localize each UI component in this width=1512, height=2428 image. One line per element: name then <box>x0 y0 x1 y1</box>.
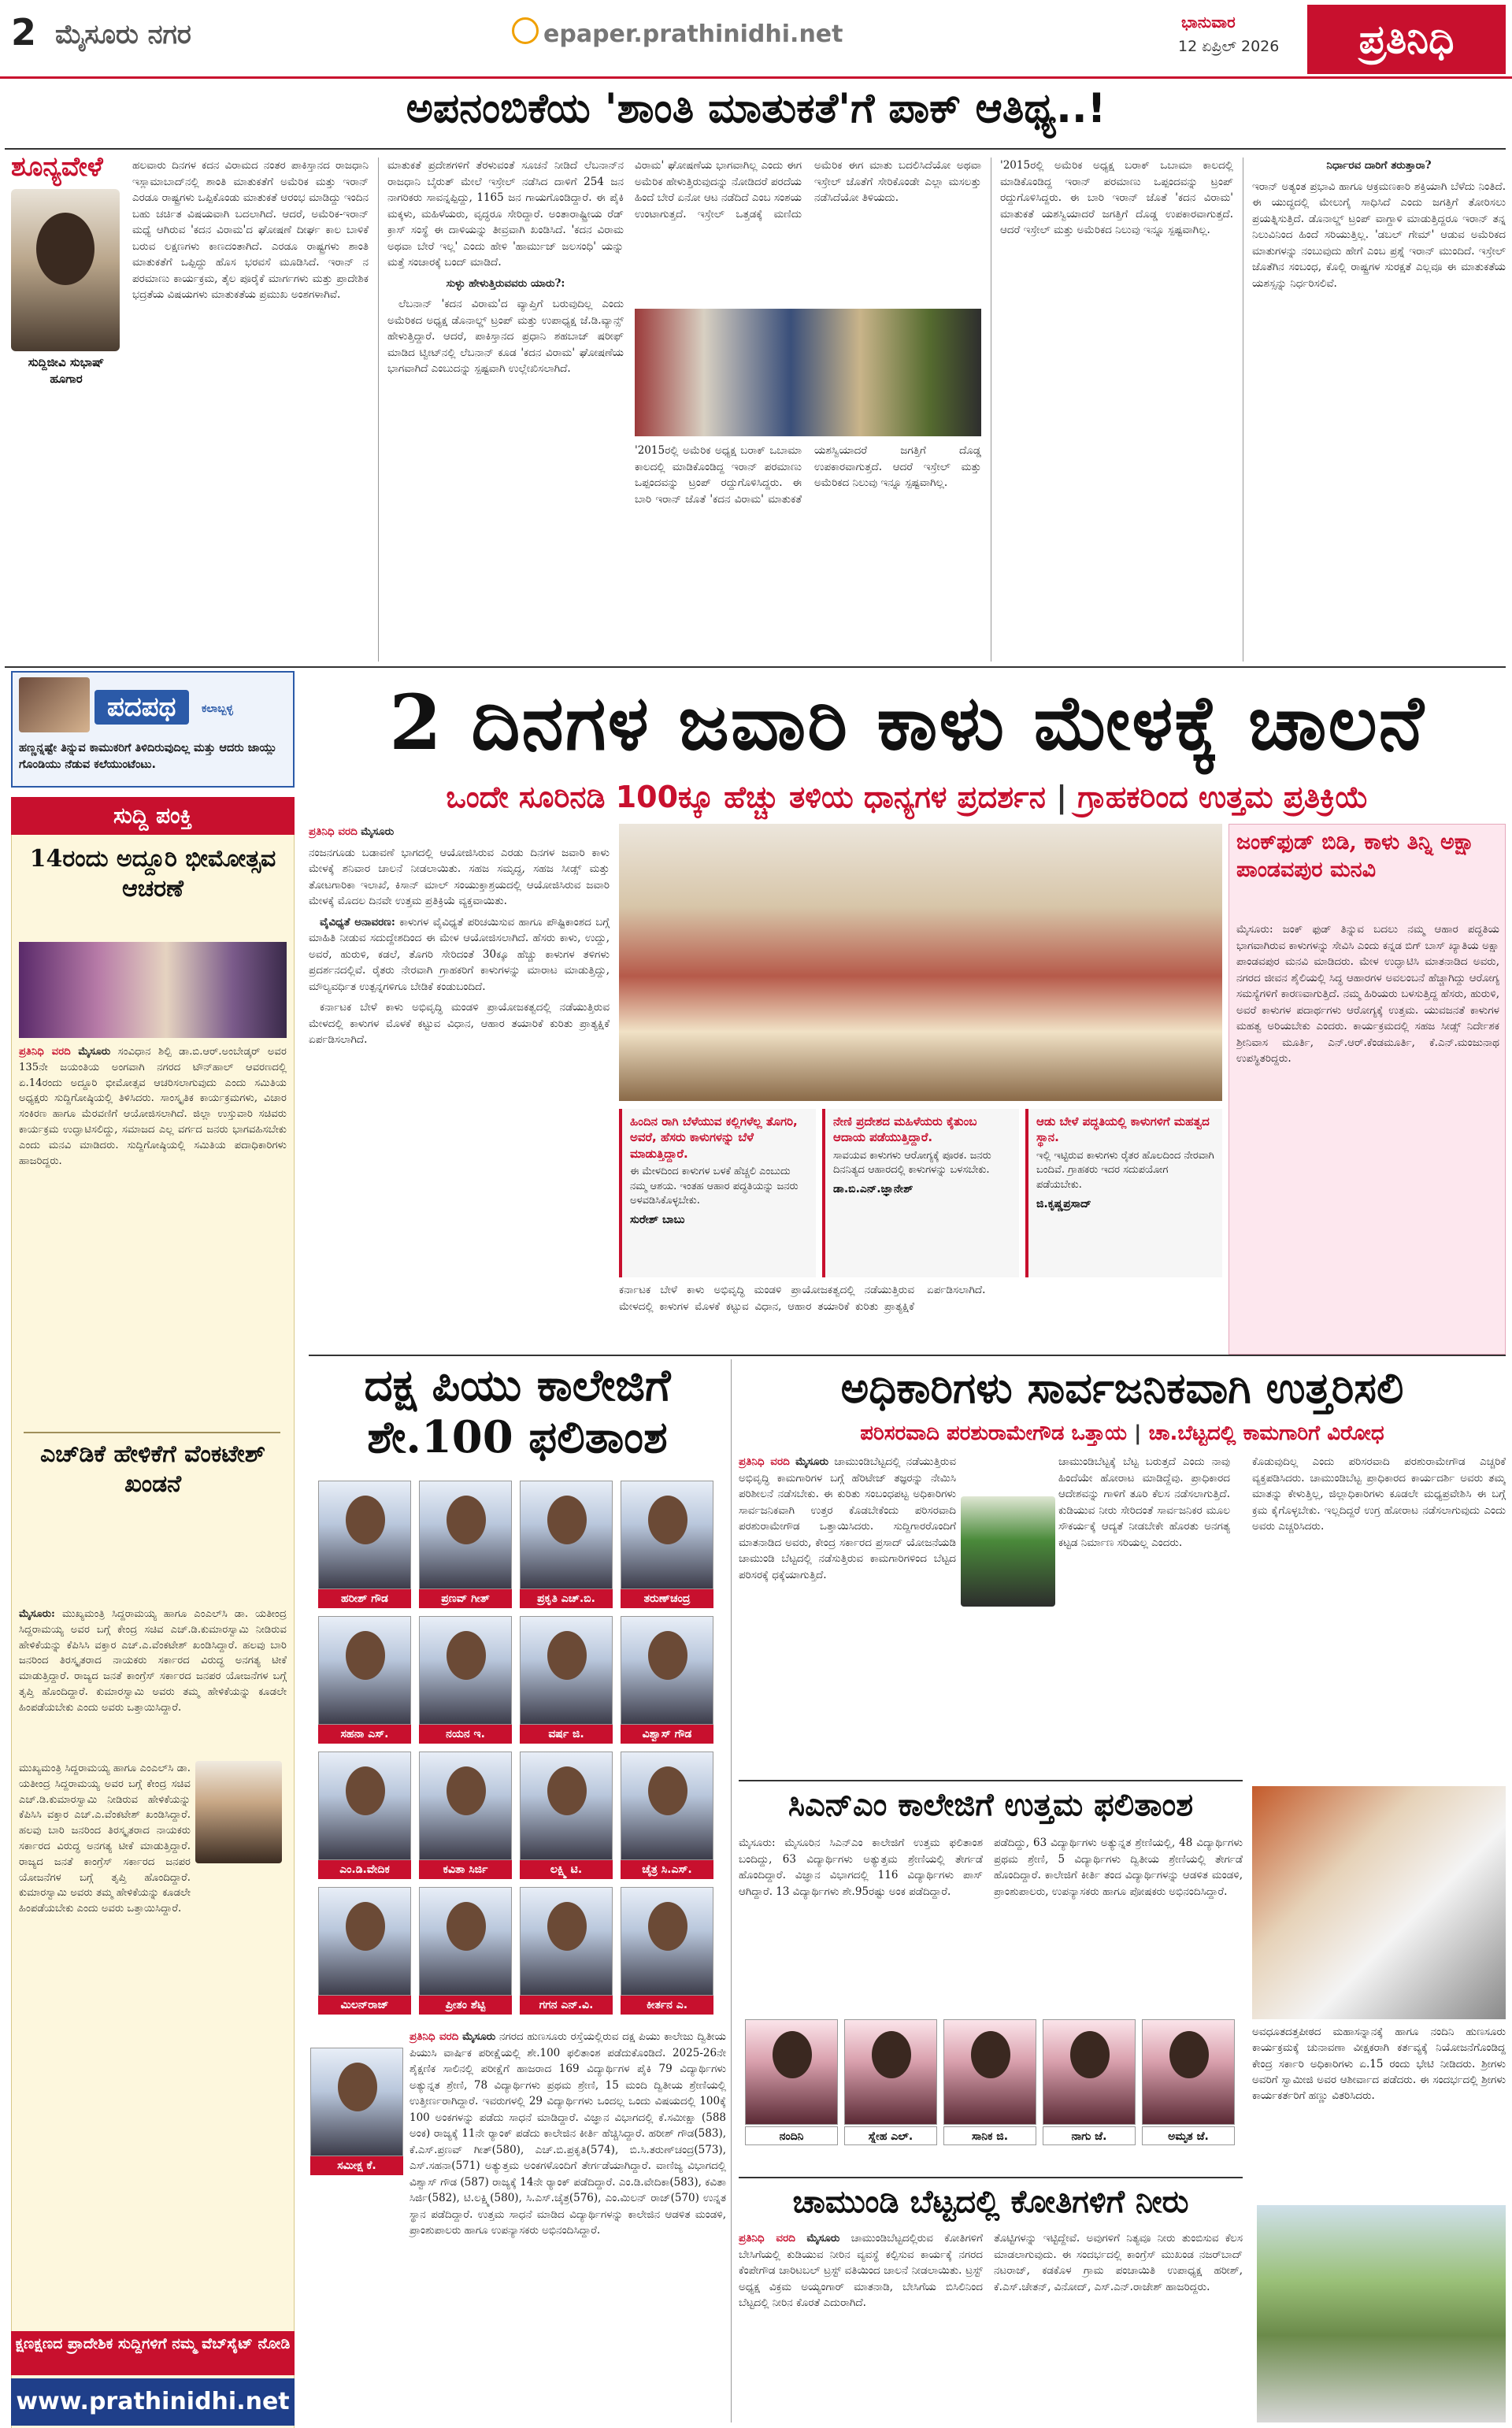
top-story-col-4 <box>1000 158 1233 662</box>
lead-story-body-cont <box>619 1282 1222 1348</box>
epaper-url-link[interactable]: epaper.prathinidhi.net <box>543 20 843 48</box>
paragraph: ಮುಖ್ಯಮಂತ್ರಿ ಸಿದ್ದರಾಮಯ್ಯ ಹಾಗೂ ಎಂಎಲ್‌ಸಿ ಡಾ. ಯತೀಂದ್ರ ಸಿದ್ದರಾಮಯ್ಯ ಅವರ ಬಗ್ಗೆ ಕೇಂದ್ರ ಸಚಿವ ಎಚ್.ಡಿ.ಕುಮಾರಸ್ವಾಮಿ ನೀಡಿರುವ ಹೇಳಿಕೆಯನ್ನು ಕೆಪಿಸಿಸಿ ವಕ್ತಾರ ಎಚ್.ಎ.ವೆಂಕಟೇಶ್ ಖಂಡಿಸಿದ್ದಾರೆ. ಹಲವು ಬಾರಿ ಜನರಿಂದ ತಿರಸ್ಕೃತರಾದ ನಾಯಕರು ಸರ್ಕಾರದ ವಿರುದ್ಧ ಅನಗತ್ಯ ಟೀಕೆ ಮಾಡುತ್ತಿದ್ದಾರೆ. ರಾಜ್ಯದ ಜನತೆ ಕಾಂಗ್ರೆಸ್ ಸರ್ಕಾರದ ಜನಪರ ಯೋಜನೆಗಳ ಬಗ್ಗೆ ತೃಪ್ತಿ ಹೊಂದಿದ್ದಾರೆ. ಕುಮಾರಸ್ವಾಮಿ ಅವರು ತಮ್ಮ ಹೇಳಿಕೆಯನ್ನು ಕೂಡಲೇ ಹಿಂಪಡೆಯಬೇಕು ಎಂದು ಅವರು ಒತ್ತಾಯಿಸಿದ್ದಾರೆ. <box>19 1763 191 1915</box>
divider <box>24 1432 280 1433</box>
student-name: ಚೈತ್ರ ಸಿ.ಎಸ್. <box>621 1860 713 1879</box>
byline: ಪ್ರತಿನಿಧಿ ವರದಿ <box>410 2030 459 2043</box>
cnm-col-2 <box>994 1835 1243 2018</box>
student-name: ಗಗನ ಎನ್.ವಿ. <box>520 1996 613 2015</box>
divider <box>309 1355 1506 1356</box>
student-photo <box>419 1887 512 1996</box>
story-photo <box>635 309 981 436</box>
padapatha-author-photo <box>19 677 90 732</box>
sidebar-story-2-headline: ಎಚ್‌ಡಿಕೆ ಹೇಳಿಕೆಗೆ ವೆಂಕಟೇಶ್ ಖಂಡನೆ <box>40 1440 265 1498</box>
lead-story-deck <box>309 775 1506 819</box>
monkey-col-2 <box>994 2230 1243 2422</box>
student-photo <box>621 1481 713 1589</box>
student-name: ಕೀರ್ತನ ಎ. <box>621 1996 713 2015</box>
student-name: ವರ್ಷ ಜಿ. <box>520 1725 613 1744</box>
paragraph: ಪಡೆದಿದ್ದು, 63 ವಿದ್ಯಾರ್ಥಿಗಳು ಅತ್ಯುನ್ನತ ಶ್ರೇಣಿಯಲ್ಲಿ, 48 ವಿದ್ಯಾರ್ಥಿಗಳು ಪ್ರಥಮ ಶ್ರೇಣಿ, 5 ವಿದ್ಯಾರ್ಥಿಗಳು ದ್ವಿತೀಯ ಶ್ರೇಣಿಯಲ್ಲಿ ತೇರ್ಗಡೆ ಹೊಂದಿದ್ದಾರೆ. ಕಾಲೇಜಿಗೆ ಕೀರ್ತಿ ತಂದ ವಿದ್ಯಾರ್ಥಿಗಳನ್ನು ಆಡಳಿತ ಮಂಡಳಿ, ಪ್ರಾಂಶುಪಾಲರು, ಉಪನ್ಯಾಸಕರು ಹಾಗೂ ಪೋಷಕರು ಅಭಿನಂದಿಸಿದ್ದಾರೆ. <box>994 1837 1243 1898</box>
student-name: ಎಂ.ಡಿ.ವೇದಿಕ <box>318 1860 411 1879</box>
student-photo <box>520 1481 613 1589</box>
quote-source: ಜಿ.ಕೃಷ್ಣಪ್ರಸಾದ್ <box>1036 1198 1091 1211</box>
student-photo <box>621 1887 713 1996</box>
student-photo <box>844 2019 937 2125</box>
student-name: ಸಾನಿಕ ಜಿ. <box>943 2126 1036 2145</box>
quote-box <box>822 1109 1019 1277</box>
dateline: ಮೈಸೂರು <box>361 825 395 838</box>
paragraph: ಸಂವಿಧಾನ ಶಿಲ್ಪಿ ಡಾ.ಬಿ.ಆರ್.ಅಂಬೇಡ್ಕರ್ ಅವರ 135ನೇ ಜಯಂತಿಯ ಅಂಗವಾಗಿ ನಗರದ ಟೌನ್‌ಹಾಲ್ ಆವರಣದಲ್ಲಿ ಏ.14ರಂದು ಅದ್ದೂರಿ ಭೀಮೋತ್ಸವ ಆಚರಿಸಲಾಗುವುದು ಎಂದು ಸಮಿತಿಯ ಅಧ್ಯಕ್ಷರು ಸುದ್ದಿಗೋಷ್ಠಿಯಲ್ಲಿ ತಿಳಿಸಿದರು. ಸಾಂಸ್ಕೃತಿಕ ಕಾರ್ಯಕ್ರಮಗಳು, ವಿಚಾರ ಸಂಕಿರಣ ಹಾಗೂ ಮೆರವಣಿಗೆ ಆಯೋಜಿಸಲಾಗಿದೆ. ಜಿಲ್ಲಾ ಉಸ್ತುವಾರಿ ಸಚಿವರು ಕಾರ್ಯಕ್ರಮ ಉದ್ಘಾಟಿಸಲಿದ್ದು, ಸಮಾಜದ ಎಲ್ಲ ವರ್ಗದ ಜನರು ಭಾಗವಹಿಸಬೇಕು ಎಂದು ಮನವಿ ಮಾಡಿದರು. ಸುದ್ದಿಗೋಷ್ಠಿಯಲ್ಲಿ ಸಮಿತಿಯ ಪದಾಧಿಕಾರಿಗಳು ಹಾಜರಿದ್ದರು. <box>19 1046 287 1167</box>
monkey-col-1 <box>739 2230 983 2422</box>
deck-part: ಪರಿಸರವಾದಿ ಪರಶುರಾಮೇಗೌಡ ಒತ್ತಾಯ <box>860 1422 1127 1445</box>
student-photo <box>318 1481 411 1589</box>
quote-box <box>1025 1109 1222 1277</box>
paragraph: ಕರ್ನಾಟಕ ಬೇಳೆ ಕಾಳು ಅಭಿವೃದ್ಧಿ ಮಂಡಳಿ ಪ್ರಾಯೋಜಕತ್ವದಲ್ಲಿ ನಡೆಯುತ್ತಿರುವ ಮೇಳದಲ್ಲಿ ಕಾಳುಗಳ ಮೊಳಕೆ ಕಟ್ಟುವ ವಿಧಾನ, ಆಹಾರ ತಯಾರಿಕೆ ಕುರಿತು ಪ್ರಾತ್ಯಕ್ಷಿಕೆ ಏರ್ಪಡಿಸಲಾಗಿದೆ. <box>309 1001 610 1047</box>
officials-col-3 <box>1252 1454 1506 1769</box>
paragraph: ಲೆಬನಾನ್ 'ಕದನ ವಿರಾಮ'ದ ವ್ಯಾಪ್ತಿಗೆ ಬರುವುದಿಲ್ಲ ಎಂದು ಅಮೆರಿಕದ ಅಧ್ಯಕ್ಷ ಡೊನಾಲ್ಡ್ ಟ್ರಂಪ್ ಮತ್ತು ಉಪಾಧ್ಯಕ್ಷ ಜೆ.ಡಿ.ವ್ಯಾನ್ಸ್ ಹೇಳುತ್ತಿದ್ದಾರೆ. ಆದರೆ, ಪಾಕಿಸ್ತಾನದ ಪ್ರಧಾನಿ ಶಹಬಾಜ್ ಷರೀಫ್ ಮಾಡಿದ ಟ್ವೀಟ್‌ನಲ್ಲಿ ಲೆಬನಾನ್ ಕೂಡ 'ಕದನ ವಿರಾಮ' ಘೋಷಣೆಯ ಭಾಗವಾಗಿದೆ ಎಂಬುದನ್ನು ಸ್ಪಷ್ಟವಾಗಿ ಉಲ್ಲೇಖಿಸಲಾಗಿದೆ. <box>387 298 624 376</box>
paragraph: ಮಾತುಕತೆ ಪ್ರದೇಶಗಳಿಗೆ ತೆರಳುವಂತೆ ಸೂಚನೆ ನೀಡಿದೆ ಲೆಬನಾನ್‌ನ ರಾಜಧಾನಿ ಬೈರುತ್ ಮೇಲೆ ಇಸ್ರೇಲ್ ನಡೆಸಿದ ದಾಳಿಗೆ 254 ಜನ ನಾಗರಿಕರು ಸಾವನ್ನಪ್ಪಿದ್ದು, 1165 ಜನ ಗಾಯಗೊಂಡಿದ್ದಾರೆ. ಈ ಪೈಕಿ ಮಕ್ಕಳು, ಮಹಿಳೆಯರು, ವೃದ್ಧರೂ ಸೇರಿದ್ದಾರೆ. ಅಂತಾರಾಷ್ಟ್ರೀಯ ರೆಡ್ ಕ್ರಾಸ್ ಸಂಸ್ಥೆ ಈ ದಾಳಿಯನ್ನು ತೀವ್ರವಾಗಿ ಖಂಡಿಸಿದೆ. 'ಕದನ ವಿರಾಮ ಅಥವಾ ಬೇರೆ ಇಲ್ಲ' ಎಂದು ಹೇಳಿ 'ಹಾರ್ಮುಜ್ ಜಲಸಂಧಿ' ಯನ್ನು ಮತ್ತೆ ಸಂಚಾರಕ್ಕೆ ಬಂದ್ ಮಾಡಿದೆ. <box>387 159 624 269</box>
page-number: 2 <box>11 11 37 54</box>
student-photo <box>943 2019 1036 2125</box>
padapatha-author: ಕಲಾಬ್ಬಳ್ಳ <box>202 702 233 715</box>
student-name: ಸ್ನೇಹ ಎಲ್. <box>844 2126 937 2145</box>
junkfood-headline: ಜಂಕ್‌ಫುಡ್ ಬಿಡಿ, ಕಾಳು ತಿನ್ನಿ ಅಕ್ಷಾ ಪಾಂಡವಪುರ ಮನವಿ <box>1236 830 1475 883</box>
top-story-col-3b <box>635 443 981 662</box>
paragraph: ಚಾಮುಂಡಿಬೆಟ್ಟದಲ್ಲಿರುವ ಕೋತಿಗಳಿಗೆ ಬೇಸಿಗೆಯಲ್ಲಿ ಕುಡಿಯುವ ನೀರಿನ ವ್ಯವಸ್ಥೆ ಕಲ್ಪಿಸುವ ಕಾರ್ಯಕ್ಕೆ ನಗರದ ಕೆಂಪೇಗೌಡ ಚಾರಿಟಬಲ್ ಟ್ರಸ್ಟ್ ವತಿಯಿಂದ ಚಾಲನೆ ನೀಡಲಾಯಿತು. ಟ್ರಸ್ಟ್ ಅಧ್ಯಕ್ಷ ವಿಕ್ರಮ ಅಯ್ಯಂಗಾರ್ ಮಾತನಾಡಿ, ಬೇಸಿಗೆಯ ಬಿಸಿಲಿನಿಂದ ಬೆಟ್ಟದಲ್ಲಿ ನೀರಿನ ಕೊರತೆ ಎದುರಾಗಿದೆ. <box>739 2232 983 2310</box>
sidebar-story-1-headline: 14ರಂದು ಅದ್ದೂರಿ ಭೀಮೋತ್ಸವ ಆಚರಣೆ <box>29 845 276 903</box>
byline: ಪ್ರತಿನಿಧಿ ವರದಿ <box>309 825 358 838</box>
student-name: ನಾಗು ಜೆ. <box>1043 2126 1136 2145</box>
paragraph: ವಿರಾಮ' ಘೋಷಣೆಯ ಭಾಗವಾಗಿಲ್ಲ ಎಂದು ಈಗ ಅಮೆರಿಕ ಹೇಳುತ್ತಿರುವುದನ್ನು ನೋಡಿದರೆ ಪರದೆಯ ಹಿಂದೆ ಬೇರೆ ಏನೋ ಆಟ ನಡೆದಿದೆ ಎಂಬ ಸಂಶಯ ಉಂಟಾಗುತ್ತದೆ. ಇಸ್ರೇಲ್ ಒತ್ತಡಕ್ಕೆ ಮಣಿದು ಅಮೆರಿಕ ಈಗ ಮಾತು ಬದಲಿಸಿದೆಯೋ ಅಥವಾ ಇಸ್ರೇಲ್ ಜೊತೆಗೆ ಸೇರಿಕೊಂಡೇ ಎಲ್ಲಾ ಮಸಲತ್ತು ನಡೆಸಿದೆಯೋ ತಿಳಿಯದು. <box>635 159 981 221</box>
paragraph: ಮುಖ್ಯಮಂತ್ರಿ ಸಿದ್ದರಾಮಯ್ಯ ಹಾಗೂ ಎಂಎಲ್‌ಸಿ ಡಾ. ಯತೀಂದ್ರ ಸಿದ್ದರಾಮಯ್ಯ ಅವರ ಬಗ್ಗೆ ಕೇಂದ್ರ ಸಚಿವ ಎಚ್.ಡಿ.ಕುಮಾರಸ್ವಾಮಿ ನೀಡಿರುವ ಹೇಳಿಕೆಯನ್ನು ಕೆಪಿಸಿಸಿ ವಕ್ತಾರ ಎಚ್.ಎ.ವೆಂಕಟೇಶ್ ಖಂಡಿಸಿದ್ದಾರೆ. ಹಲವು ಬಾರಿ ಜನರಿಂದ ತಿರಸ್ಕೃತರಾದ ನಾಯಕರು ಸರ್ಕಾರದ ವಿರುದ್ಧ ಅನಗತ್ಯ ಟೀಕೆ ಮಾಡುತ್ತಿದ್ದಾರೆ. ರಾಜ್ಯದ ಜನತೆ ಕಾಂಗ್ರೆಸ್ ಸರ್ಕಾರದ ಜನಪರ ಯೋಜನೆಗಳ ಬಗ್ಗೆ ತೃಪ್ತಿ ಹೊಂದಿದ್ದಾರೆ. ಕುಮಾರಸ್ವಾಮಿ ಅವರು ತಮ್ಮ ಹೇಳಿಕೆಯನ್ನು ಕೂಡಲೇ ಹಿಂಪಡೆಯಬೇಕು ಎಂದು ಅವರು ಒತ್ತಾಯಿಸಿದ್ದಾರೆ. <box>19 1608 287 1714</box>
quote-text: ಈ ಮೇಳದಿಂದ ಕಾಳುಗಳ ಬಳಕೆ ಹೆಚ್ಚಲಿ ಎಂಬುದು ನಮ್ಮ ಆಶಯ. ಇಂತಹ ಆಹಾರ ಪದ್ಧತಿಯನ್ನು ಜನರು ಅಳವಡಿಸಿಕೊಳ್ಳಬೇಕು. <box>630 1165 799 1207</box>
dateline: ಮೈಸೂರು <box>462 2030 496 2043</box>
monkey-water-photo <box>1257 2205 1506 2422</box>
lead-story-body <box>309 824 610 1348</box>
student-name: ಪ್ರಕೃತಿ ಎಚ್.ಬಿ. <box>520 1589 613 1608</box>
student-name: ಮಿಲನ್‌ರಾಜ್ <box>318 1996 411 2015</box>
divider <box>731 1359 732 2422</box>
person-photo <box>195 1761 282 1863</box>
paragraph: ಕರ್ನಾಟಕ ಬೇಳೆ ಕಾಳು ಅಭಿವೃದ್ಧಿ ಮಂಡಳಿ ಪ್ರಾಯೋಜಕತ್ವದಲ್ಲಿ ನಡೆಯುತ್ತಿರುವ ಮೇಳದಲ್ಲಿ ಕಾಳುಗಳ ಮೊಳಕೆ ಕಟ್ಟುವ ವಿಧಾನ, ಆಹಾರ ತಯಾರಿಕೆ ಕುರಿತು ಪ್ರಾತ್ಯಕ್ಷಿಕೆ ಏರ್ಪಡಿಸಲಾಗಿದೆ. <box>619 1284 986 1313</box>
paragraph: ಚಾಮುಂಡಿಬೆಟ್ಟದಲ್ಲಿ ನಡೆಯುತ್ತಿರುವ ಅಭಿವೃದ್ಧಿ ಕಾಮಗಾರಿಗಳ ಬಗ್ಗೆ ಹೆರಿಟೇಜ್ ತಜ್ಞರನ್ನು ನೇಮಿಸಿ ಪರಿಶೀಲನೆ ನಡೆಸಬೇಕು. ಈ ಕುರಿತು ಸಂಬಂಧಪಟ್ಟ ಅಧಿಕಾರಿಗಳು ಸಾರ್ವಜನಿಕವಾಗಿ ಉತ್ತರ ಕೊಡಬೇಕೆಂದು ಪರಿಸರವಾದಿ ಪರಶುರಾಮೇಗೌಡ ಒತ್ತಾಯಿಸಿದರು. ಸುದ್ದಿಗಾರರೊಂದಿಗೆ ಮಾತನಾಡಿದ ಅವರು, ಕೇಂದ್ರ ಸರ್ಕಾರದ ಪ್ರಸಾದ್ ಯೋಜನೆಯಡಿ ಚಾಮುಂಡಿ ಬೆಟ್ಟದಲ್ಲಿ ನಡೆಸುತ್ತಿರುವ ಕಾಮಗಾರಿಗಳಿಂದ ಬೆಟ್ಟದ ಪರಿಸರಕ್ಕೆ ಧಕ್ಕೆಯಾಗುತ್ತಿದೆ. <box>739 1455 956 1581</box>
student-photo <box>621 1751 713 1860</box>
student-photo <box>520 1751 613 1860</box>
paragraph: ಕಾಳುಗಳ ವೈವಿಧ್ಯತೆ ಪರಿಚಯಿಸುವ ಹಾಗೂ ಪೌಷ್ಟಿಕಾಂಶದ ಬಗ್ಗೆ ಮಾಹಿತಿ ನೀಡುವ ಸದುದ್ದೇಶದಿಂದ ಈ ಮೇಳ ಆಯೋಜಿಸಲಾಗಿದೆ. ಹೆಸರು ಕಾಳು, ಉದ್ದು, ಅವರೆ, ಹುರುಳಿ, ಕಡಲೆ, ತೊಗರಿ ಸೇರಿದಂತೆ 30ಕ್ಕೂ ಹೆಚ್ಚು ಕಾಳುಗಳ ತಳಿಗಳು ಪ್ರದರ್ಶನದಲ್ಲಿವೆ. ರೈತರು ನೇರವಾಗಿ ಗ್ರಾಹಕರಿಗೆ ಕಾಳುಗಳನ್ನು ಮಾರಾಟ ಮಾಡುತ್ತಿದ್ದು, ಮೌಲ್ಯವರ್ಧಿತ ಉತ್ಪನ್ನಗಳಿಗೂ ಬೇಡಿಕೆ ಕಂಡುಬಂದಿದೆ. <box>309 915 610 993</box>
dateline: ಮೈಸೂರು <box>806 2232 840 2245</box>
deck-part: ಒಂದೇ ಸೂರಿನಡಿ 100ಕ್ಕೂ ಹೆಚ್ಚು ತಳಿಯ ಧಾನ್ಯಗಳ ಪ್ರದರ್ಶನ <box>446 780 1046 814</box>
dateline: ಮೈಸೂರು <box>78 1046 111 1058</box>
quote-text: ಸಾವಯವ ಕಾಳುಗಳು ಆರೋಗ್ಯಕ್ಕೆ ಪೂರಕ. ಜನರು ದಿನನಿತ್ಯದ ಆಹಾರದಲ್ಲಿ ಕಾಳುಗಳನ್ನು ಬಳಸಬೇಕು. <box>833 1149 991 1177</box>
sidebar-story-2-body <box>19 1607 287 1753</box>
cnm-col-1 <box>739 1835 983 2018</box>
student-name: ವಿಶ್ವಾಸ್ ಗೌಡ <box>621 1725 713 1744</box>
column-name: ಶೂನ್ಯವೇಳೆ <box>11 151 103 183</box>
byline: ಪ್ರತಿನಿಧಿ ವರದಿ <box>19 1046 71 1058</box>
student-photo <box>520 1616 613 1725</box>
student-name: ಕವಿತಾ ಸಿರ್ಜಿ <box>419 1860 512 1879</box>
student-photo <box>318 1887 411 1996</box>
student-name: ನಂದಿನಿ <box>745 2126 838 2145</box>
paragraph: '2015ರಲ್ಲಿ ಅಮೆರಿಕ ಅಧ್ಯಕ್ಷ ಬರಾಕ್ ಒಬಾಮಾ ಕಾಲದಲ್ಲಿ ಮಾಡಿಕೊಂಡಿದ್ದ ಇರಾನ್ ಪರಮಾಣು ಒಪ್ಪಂದವನ್ನು ಟ್ರಂಪ್ ರದ್ದುಗೊಳಿಸಿದ್ದರು. ಈ ಬಾರಿ ಇರಾನ್ ಜೊತೆ 'ಕದನ ವಿರಾಮ' ಮಾತುಕತೆ ಯಶಸ್ವಿಯಾದರೆ ಜಗತ್ತಿಗೆ ದೊಡ್ಡ ಉಪಕಾರವಾಗುತ್ತದೆ. ಆದರೆ ಇಸ್ರೇಲ್ ಮತ್ತು ಅಮೆರಿಕದ ನಿಲುವು ಇನ್ನೂ ಸ್ಪಷ್ಟವಾಗಿಲ್ಲ. <box>1000 159 1233 237</box>
officials-deck <box>739 1419 1506 1448</box>
ashram-photo <box>1252 1786 1506 2019</box>
divider <box>5 666 1506 668</box>
quote-headline: ನೇಣಿ ಪ್ರದೇಶದ ಮಹಿಳೆಯರು ಕೈತುಂಬ ಆದಾಯ ಪಡೆಯುತ್ತಿದ್ದಾರೆ. <box>833 1114 977 1145</box>
student-name: ಅಮೃತ ಜೆ. <box>1142 2126 1235 2145</box>
ashram-caption: ಅವಧೂತದತ್ತಪೀಠದ ಮಹಾಸನ್ನಾನಕ್ಕೆ ಹಾಗೂ ನಂದಿನಿ ಹುಣಸೂರು ಕಾರ್ಯಕ್ರಮಕ್ಕೆ ಚುನಾವಣಾ ವೀಕ್ಷಕರಾಗಿ ಕರ್ತವ್ಯಕ್ಕೆ ನಿಯೋಜನೆಗೊಂಡಿದ್ದ ಕೇಂದ್ರ ಸರ್ಕಾರಿ ಅಧಿಕಾರಿಗಳು ಏ.15 ರಂದು ಭೇಟಿ ನೀಡಿದರು. ಶ್ರೀಗಳು ಅವರಿಗೆ ಸ್ವಾಮೀಜಿ ಅವರ ಆಶೀರ್ವಾದ ಪಡೆದರು. ಈ ಸಂದರ್ಭದಲ್ಲಿ ಶ್ರೀಗಳು ಕಾರ್ಯಕರ್ತರಿಗೆ ಹಣ್ಣು ವಿತರಿಸಿದರು. <box>1252 2026 1506 2102</box>
paragraph: ನಗರದ ಹುಣಸೂರು ರಸ್ತೆಯಲ್ಲಿರುವ ದಕ್ಷ ಪಿಯು ಕಾಲೇಜು ದ್ವಿತೀಯ ಪಿಯುಸಿ ವಾರ್ಷಿಕ ಪರೀಕ್ಷೆಯಲ್ಲಿ ಶೇ.100 ಫಲಿತಾಂಶ ಪಡೆದುಕೊಂಡಿದೆ. 2025-26ನೇ ಶೈಕ್ಷಣಿಕ ಸಾಲಿನಲ್ಲಿ ಪರೀಕ್ಷೆಗೆ ಹಾಜರಾದ 169 ವಿದ್ಯಾರ್ಥಿಗಳ ಪೈಕಿ 79 ವಿದ್ಯಾರ್ಥಿಗಳು ಅತ್ಯುನ್ನತ ಶ್ರೇಣಿ, 78 ವಿದ್ಯಾರ್ಥಿಗಳು ಪ್ರಥಮ ಶ್ರೇಣಿ, 15 ಮಂದಿ ದ್ವಿತೀಯ ಶ್ರೇಣಿಯಲ್ಲಿ ಉತ್ತೀರ್ಣರಾಗಿದ್ದಾರೆ. ಇವರುಗಳಲ್ಲಿ 29 ವಿದ್ಯಾರ್ಥಿಗಳು ಒಂದಲ್ಲ ಒಂದು ವಿಷಯದಲ್ಲಿ 100ಕ್ಕೆ 100 ಅಂಕಗಳನ್ನು ಪಡೆದು ಸಾಧನೆ ಮಾಡಿದ್ದಾರೆ. ವಿಜ್ಞಾನ ವಿಭಾಗದಲ್ಲಿ ಕೆ.ಸಮೀಕ್ಷಾ (588 ಅಂಕ) ರಾಜ್ಯಕ್ಕೆ 11ನೇ ರ್‍ಯಾಂಕ್ ಪಡೆದು ಕಾಲೇಜಿನ ಕೀರ್ತಿ ಹೆಚ್ಚಿಸಿದ್ದಾರೆ. ಹರೀಶ್ ಗೌಡ(583), ಕೆ.ಎಸ್.ಪ್ರಣವ್ ಗೀತ್(580), ಎಚ್.ಬಿ.ಪ್ರಕೃತಿ(574), ಬಿ.ಸಿ.ತರುಣ್‌ಚಂದ್ರ(573), ಎಸ್.ಸಹನಾ(571) ಅತ್ಯುತ್ತಮ ಅಂಕಗಳೊಂದಿಗೆ ತೇರ್ಗಡೆಯಾಗಿದ್ದಾರೆ. ವಾಣಿಜ್ಯ ವಿಭಾಗದಲ್ಲಿ ವಿಶ್ವಾಸ್ ಗೌಡ (587) ರಾಜ್ಯಕ್ಕೆ 14ನೇ ರ್‍ಯಾಂಕ್ ಪಡೆದಿದ್ದಾರೆ. ಎಂ.ಡಿ.ವೇದಿಕಾ(583), ಕವಿತಾ ಸಿರ್ಜಿ(582), ಟಿ.ಲಕ್ಷ್ಮಿ(580), ಸಿ.ಎಸ್.ಚೈತ್ರ(576), ಎಂ.ಮಿಲನ್ ರಾಜ್(570) ಉನ್ನತ ಸ್ಥಾನ ಪಡೆದಿದ್ದಾರೆ. ಉತ್ತಮ ಸಾಧನೆ ಮಾಡಿದ ವಿದ್ಯಾರ್ಥಿಗಳನ್ನು ಕಾಲೇಜಿನ ಆಡಳಿತ ಮಂಡಳಿ, ಪ್ರಾಂಶುಪಾಲರು ಹಾಗೂ ಉಪನ್ಯಾಸಕರು ಅಭಿನಂದಿಸಿದ್ದಾರೆ. <box>410 2030 726 2237</box>
student-photo <box>1043 2019 1136 2125</box>
subheading: ವೈವಿಧ್ಯತೆ ಅನಾವರಣ: <box>320 915 395 929</box>
quote-source: ಸುರೇಶ್ ಬಾಬು <box>630 1214 685 1227</box>
sidebar-title: ಸುದ್ದಿ ಪಂಕ್ತಿ <box>11 797 295 835</box>
student-name: ತರುಣ್‌ಚಂದ್ರ <box>621 1589 713 1608</box>
officials-headline: ಅಧಿಕಾರಿಗಳು ಸಾರ್ವಜನಿಕವಾಗಿ ಉತ್ತರಿಸಲಿ <box>840 1362 1404 1413</box>
brand-logo[interactable]: ಪ್ರತಿನಿಧಿ <box>1307 5 1506 74</box>
student-photo <box>1142 2019 1235 2125</box>
paragraph: ಇರಾನ್ ಅತ್ಯಂತ ಪ್ರಭಾವಿ ಹಾಗೂ ಆಕ್ರಮಣಕಾರಿ ಶಕ್ತಿಯಾಗಿ ಬೆಳೆದು ನಿಂತಿದೆ. ಈ ಯುದ್ಧದಲ್ಲಿ ಮೇಲುಗೈ ಸಾಧಿಸಿದೆ ಎಂದು ಜಗತ್ತಿಗೆ ತೋರಿಸಲು ಪ್ರಯತ್ನಿಸುತ್ತಿದೆ. ಡೊನಾಲ್ಡ್ ಟ್ರಂಪ್ ವಾಗ್ದಾಳಿ ಮಾಡುತ್ತಿದ್ದರೂ ಇರಾನ್ ತನ್ನ ನಿಲುವಿನಿಂದ ಹಿಂದೆ ಸರಿಯುತ್ತಿಲ್ಲ. 'ಡಬಲ್ ಗೇಮ್' ಆಡುವ ಅಮೆರಿಕದ ಮಾತುಗಳನ್ನು ನಂಬುವುದು ಹೇಗೆ ಎಂಬ ಪ್ರಶ್ನೆ ಇರಾನ್ ಮುಂದಿದೆ. ಇಸ್ರೇಲ್ ಜೊತೆಗಿನ ಸಂಬಂಧ, ಕೊಲ್ಲಿ ರಾಷ್ಟ್ರಗಳ ಸುರಕ್ಷತೆ ಎಲ್ಲವೂ ಈ ಮಾತುಕತೆಯ ಯಶಸ್ಸನ್ನು ನಿರ್ಧರಿಸಲಿವೆ. <box>1252 180 1506 290</box>
top-story-col-3 <box>635 158 981 304</box>
deck-separator: | <box>1134 1422 1142 1445</box>
paragraph: ಚಾಮುಂಡಿಬೆಟ್ಟಕ್ಕೆ ಬೆಟ್ಟ ಬರುತ್ತದೆ ಎಂದು ನಾವು ಹಿಂದೆಯೇ ಹೋರಾಟ ಮಾಡಿದ್ದೆವು. ಪ್ರಾಧಿಕಾರದ ಆದೇಶವನ್ನು ಗಾಳಿಗೆ ತೂರಿ ಕೆಲಸ ನಡೆಸಲಾಗುತ್ತಿದೆ. ಕುಡಿಯುವ ನೀರು ಸೇರಿದಂತೆ ಸಾರ್ವಜನಿಕರ ಮೂಲ ಸೌಕರ್ಯಕ್ಕೆ ಆದ್ಯತೆ ನೀಡಬೇಕೇ ಹೊರತು ಅನಗತ್ಯ ಕಟ್ಟಡ ನಿರ್ಮಾಣ ಸರಿಯಲ್ಲ ಎಂದರು. <box>1058 1455 1230 1549</box>
student-name: ಸಮೀಕ್ಷ ಕೆ. <box>310 2156 403 2175</box>
issue-day: ಭಾನುವಾರ <box>1181 13 1236 32</box>
daksha-headline: ದಕ್ಷ ಪಿಯು ಕಾಲೇಜಿಗೆ ಶೇ.100 ಫಲಿತಾಂಶ <box>364 1359 671 1463</box>
deck-separator: | <box>1056 780 1067 814</box>
top-story-col-2 <box>387 158 624 662</box>
student-photo <box>621 1616 713 1725</box>
paragraph: '2015ರಲ್ಲಿ ಅಮೆರಿಕ ಅಧ್ಯಕ್ಷ ಬರಾಕ್ ಒಬಾಮಾ ಕಾಲದಲ್ಲಿ ಮಾಡಿಕೊಂಡಿದ್ದ ಇರಾನ್ ಪರಮಾಣು ಒಪ್ಪಂದವನ್ನು ಟ್ರಂಪ್ ರದ್ದುಗೊಳಿಸಿದ್ದರು. ಈ ಬಾರಿ ಇರಾನ್ ಜೊತೆ 'ಕದನ ವಿರಾಮ' ಮಾತುಕತೆ ಯಶಸ್ವಿಯಾದರೆ ಜಗತ್ತಿಗೆ ದೊಡ್ಡ ಉಪಕಾರವಾಗುತ್ತದೆ. ಆದರೆ ಇಸ್ರೇಲ್ ಮತ್ತು ಅಮೆರಿಕದ ನಿಲುವು ಇನ್ನೂ ಸ್ಪಷ್ಟವಾಗಿಲ್ಲ. <box>635 444 981 506</box>
author-photo <box>11 189 120 351</box>
student-photo <box>419 1616 512 1725</box>
divider <box>5 148 1506 150</box>
padapatha-title: ಪದಪಥ <box>94 690 189 725</box>
student-name: ನಯನ ಇ. <box>419 1725 512 1744</box>
top-story-headline: ಅಪನಂಬಿಕೆಯ 'ಶಾಂತಿ ಮಾತುಕತೆ'ಗೆ ಪಾಕ್ ಆತಿಥ್ಯ..! <box>406 85 1106 132</box>
student-name: ಪ್ರೀತಂ ಶೆಟ್ಟಿ <box>419 1996 512 2015</box>
paragraph: ಮೈಸೂರು: ಮೈಸೂರಿನ ಸಿಎನ್‌ಎಂ ಕಾಲೇಜಿಗೆ ಉತ್ತಮ ಫಲಿತಾಂಶ ಬಂದಿದ್ದು, 63 ವಿದ್ಯಾರ್ಥಿಗಳು ಅತ್ಯುತ್ತಮ ಶ್ರೇಣಿಯಲ್ಲಿ ತೇರ್ಗಡೆ ಹೊಂದಿದ್ದಾರೆ. ವಿಜ್ಞಾನ ವಿಭಾಗದಲ್ಲಿ 116 ವಿದ್ಯಾರ್ಥಿಗಳು ಪಾಸ್ ಆಗಿದ್ದಾರೆ. 13 ವಿದ್ಯಾರ್ಥಿಗಳು ಶೇ.95ರಷ್ಟು ಅಂಕ ಪಡೆದಿದ್ದಾರೆ. <box>739 1837 983 1898</box>
top-story-col-1 <box>132 158 369 662</box>
deck-part: ಗ್ರಾಹಕರಿಂದ ಉತ್ತಮ ಪ್ರತಿಕ್ರಿಯೆ <box>1077 780 1369 814</box>
top-story-col-5 <box>1252 158 1506 662</box>
paragraph: ತೊಟ್ಟಿಗಳನ್ನು ಇಟ್ಟಿದ್ದೇವೆ. ಅವುಗಳಿಗೆ ನಿತ್ಯವೂ ನೀರು ತುಂಬಿಸುವ ಕೆಲಸ ಮಾಡಲಾಗುವುದು. ಈ ಸಂದರ್ಭದಲ್ಲಿ ಕಾಂಗ್ರೆಸ್ ಮುಖಂಡ ನಜರ್‌ಬಾದ್ ನಟರಾಜ್, ಕಡಕೊಳ ಗ್ರಾಮ ಪಂಚಾಯಿತಿ ಉಪಾಧ್ಯಕ್ಷ ಹರೀಶ್, ಕೆ.ಎಸ್.ಚೇತನ್, ವಿನೋದ್, ಎಸ್.ಎನ್.ರಾಜೇಶ್ ಹಾಜರಿದ್ದರು. <box>994 2232 1243 2293</box>
lead-story-photo <box>619 824 1222 1101</box>
paragraph: ಹಲವಾರು ದಿನಗಳ ಕದನ ವಿರಾಮದ ನಂತರ ಪಾಕಿಸ್ತಾನದ ರಾಜಧಾನಿ ಇಸ್ಲಾಮಾಬಾದ್‌ನಲ್ಲಿ ಶಾಂತಿ ಮಾತುಕತೆಗೆ ಅಮೆರಿಕ ಮತ್ತು ಇರಾನ್ ಎರಡೂ ರಾಷ್ಟ್ರಗಳು ಒಪ್ಪಿಕೊಂಡು ಮಾತುಕತೆ ಆರಂಭ ಮಾಡಿದ್ದು ಇಂದಿನ ಬಹು ಚರ್ಚಿತ ವಿಷಯವಾಗಿ ಬದಲಾಗಿದೆ. ಆದರೆ, ಅಮೆರಿಕ-ಇರಾನ್ ಮಧ್ಯೆ ಆಗಿರುವ 'ಕದನ ವಿರಾಮ'ದ ಘೋಷಣೆ ದೀರ್ಘ ಕಾಲ ಬಾಳಿಕೆ ಬರುವ ಲಕ್ಷಣಗಳು ಕಾಣದಂತಾಗಿದೆ. ಎರಡೂ ರಾಷ್ಟ್ರಗಳು ಶಾಂತಿ ಮಾತುಕತೆಗೆ ಒಪ್ಪಿದ್ದು ಹೊಸ ಭರವಸೆ ಮೂಡಿಸಿದೆ. ಇರಾನ್ ನ ಪರಮಾಣು ಕಾರ್ಯಕ್ರಮ, ತೈಲ ಪೂರೈಕೆ ಮಾರ್ಗಗಳು ಮತ್ತು ಪ್ರಾದೇಶಿಕ ಭದ್ರತೆಯ ವಿಷಯಗಳು ಮಾತುಕತೆಯ ಪ್ರಮುಖ ಅಂಶಗಳಾಗಿವೆ. <box>132 159 369 302</box>
student-name: ಪ್ರಣವ್ ಗೀತ್ <box>419 1589 512 1608</box>
officials-col-1 <box>739 1454 956 1769</box>
padapatha-quote: ಹಣ್ಣನ್ನಷ್ಟೇ ತಿನ್ನುವ ಕಾಮುಕರಿಗೆ ತಿಳಿದಿರುವುದಿಲ್ಲ ಮತ್ತು ಆದರು ಜಾಯ್ಲು ಗೊಂಡಿಯು ನೆಡುವ ಕಲೆಯುಂಟೆಂಟು. <box>19 742 277 772</box>
author-name: ಸುದ್ದಿಜೀವಿ ಸುಭಾಷ್ ಹೂಗಾರ <box>28 355 105 386</box>
event-photo <box>19 942 287 1038</box>
quote-text: ಇಲ್ಲಿ ಇಟ್ಟಿರುವ ಕಾಳುಗಳು ರೈತರ ಹೊಲದಿಂದ ನೇರವಾಗಿ ಬಂದಿವೆ. ಗ್ರಾಹಕರು ಇದರ ಸದುಪಯೋಗ ಪಡೆಯಬೇಕು. <box>1036 1149 1214 1192</box>
dateline: ಮೈಸೂರು: <box>19 1608 55 1620</box>
student-photo-grid <box>318 1481 720 2024</box>
student-photo <box>419 1751 512 1860</box>
junkfood-body <box>1236 921 1499 1347</box>
dateline: ಮೈಸೂರು <box>795 1455 829 1468</box>
student-photo <box>520 1887 613 1996</box>
paragraph: ನಂಜನಗೂಡು ಬಡಾವಣೆ ಭಾಗದಲ್ಲಿ ಆಯೋಜಿಸಿರುವ ಎರಡು ದಿನಗಳ ಜವಾರಿ ಕಾಳು ಮೇಳಕ್ಕೆ ಶನಿವಾರ ಚಾಲನೆ ನೀಡಲಾಯಿತು. ಸಹಜ ಸಮೃದ್ಧ, ಸಹಜ ಸೀಡ್ಸ್ ಮತ್ತು ತೋಟಗಾರಿಕಾ ಇಲಾಖೆ, ಕಿಸಾನ್ ಮಾಲ್ ಸಂಯುಕ್ತಾಶ್ರಯದಲ್ಲಿ ಆಯೋಜಿಸಿರುವ ಜವಾರಿ ಮೇಳಕ್ಕೆ ಮೊದಲ ದಿನವೇ ಉತ್ತಮ ಪ್ರತಿಕ್ರಿಯೆ ವ್ಯಕ್ತವಾಯಿತು. <box>309 846 610 908</box>
sidebar-story-2-body-cont <box>19 1761 191 2322</box>
sun-icon <box>512 17 539 44</box>
student-photo <box>318 1751 411 1860</box>
section-name: ಮೈಸೂರು ನಗರ <box>55 19 191 50</box>
cnm-student-grid <box>745 2019 1243 2167</box>
student-name: ಲಕ್ಷ್ಮಿ ಟಿ. <box>520 1860 613 1879</box>
issue-date: 12 ಏಪ್ರಿಲ್ 2026 <box>1178 38 1280 55</box>
byline: ಪ್ರತಿನಿಧಿ ವರದಿ <box>739 2232 795 2245</box>
paragraph: ಕೊಡುವುದಿಲ್ಲ ಎಂದು ಪರಿಸರವಾದಿ ಪರಶುರಾಮೇಗೌಡ ಎಚ್ಚರಿಕೆ ವ್ಯಕ್ತಪಡಿಸಿದರು. ಚಾಮುಂಡಿಬೆಟ್ಟ ಪ್ರಾಧಿಕಾರದ ಕಾರ್ಯದರ್ಶಿ ಅವರು ತಮ್ಮ ಮಾತನ್ನು ಕೇಳುತ್ತಿಲ್ಲ, ಜಿಲ್ಲಾಧಿಕಾರಿಗಳು ಕೂಡಲೇ ಮಧ್ಯಪ್ರವೇಶಿಸಿ ಈ ಬಗ್ಗೆ ಕ್ರಮ ಕೈಗೊಳ್ಳಬೇಕು. ಇಲ್ಲದಿದ್ದರೆ ಉಗ್ರ ಹೋರಾಟ ನಡೆಸಲಾಗುವುದು ಎಂದು ಅವರು ಎಚ್ಚರಿಸಿದರು. <box>1252 1455 1506 1533</box>
student-photo <box>310 2048 403 2156</box>
student-name: ಸಹನಾ ಎಸ್. <box>318 1725 411 1744</box>
website-promo: ಕ್ಷಣಕ್ಷಣದ ಪ್ರಾದೇಶಿಕ ಸುದ್ದಿಗಳಿಗೆ ನಮ್ಮ ವೆಬ್‌ಸೈಟ್ ನೋಡಿ <box>11 2331 295 2375</box>
paragraph: ಮೈಸೂರು: ಜಂಕ್ ಫುಡ್ ತಿನ್ನುವ ಬದಲು ನಮ್ಮ ಆಹಾರ ಪದ್ಧತಿಯ ಭಾಗವಾಗಿರುವ ಕಾಳುಗಳನ್ನು ಸೇವಿಸಿ ಎಂದು ಕನ್ನಡ ಬಿಗ್ ಬಾಸ್ ಖ್ಯಾತಿಯ ಅಕ್ಷಾ ಪಾಂಡವಪುರ ಮನವಿ ಮಾಡಿದರು. ಮೇಳ ಉದ್ಘಾಟಿಸಿ ಮಾತನಾಡಿದ ಅವರು, ನಗರದ ಜೀವನ ಶೈಲಿಯಲ್ಲಿ ಸಿದ್ಧ ಆಹಾರಗಳ ಅವಲಂಬನೆ ಹೆಚ್ಚಾಗಿದ್ದು ಆರೋಗ್ಯ ಸಮಸ್ಯೆಗಳಿಗೆ ಕಾರಣವಾಗುತ್ತಿದೆ. ನಮ್ಮ ಹಿರಿಯರು ಬಳಸುತ್ತಿದ್ದ ಹೆಸರು, ಹುರುಳಿ, ಅವರೆ ಕಾಳುಗಳ ಪದಾರ್ಥಗಳು ಆರೋಗ್ಯಕ್ಕೆ ಉತ್ತಮ. ಯುವಜನತೆ ಕಾಳುಗಳ ಮಹತ್ವ ಅರಿಯಬೇಕು ಎಂದರು. ಕಾರ್ಯಕ್ರಮದಲ್ಲಿ ಸಹಜ ಸೀಡ್ಸ್ ನಿರ್ದೇಶಕ ಶ್ರೀನಿವಾಸ ಮೂರ್ತಿ, ಎನ್.ಆರ್.ಕೆಂಡಮೂರ್ತಿ, ಕೆ.ಎನ್.ಮಂಜುನಾಥ ಉಪಸ್ಥಿತರಿದ್ದರು. <box>1236 923 1499 1066</box>
quote-source: ಡಾ.ಬಿ.ಎನ್.ಜ್ಞಾನೇಶ್ <box>833 1183 914 1196</box>
student-photo <box>419 1481 512 1589</box>
quote-headline: ಆಡು ಬೇಳೆ ಪದ್ಧತಿಯಲ್ಲಿ ಕಾಳುಗಳಿಗೆ ಮಹತ್ವದ ಸ್ಥಾನ. <box>1036 1114 1210 1145</box>
cnm-headline: ಸಿಎನ್‌ಎಂ ಕಾಲೇಜಿಗೆ ಉತ್ತಮ ಫಲಿತಾಂಶ <box>739 1780 1243 1827</box>
quote-box <box>619 1109 816 1277</box>
website-link[interactable]: www.prathinidhi.net <box>11 2378 295 2426</box>
sidebar-story-1-body <box>19 1044 287 1419</box>
student-photo <box>745 2019 838 2125</box>
monkey-headline: ಚಾಮುಂಡಿ ಬೆಟ್ಟದಲ್ಲಿ ಕೋತಿಗಳಿಗೆ ನೀರು <box>739 2177 1243 2224</box>
subheading: ಸುಳ್ಳು ಹೇಳುತ್ತಿರುವವರು ಯಾರು?: <box>446 276 565 290</box>
lead-story-headline: 2 ದಿನಗಳ ಜವಾರಿ ಕಾಳು ಮೇಳಕ್ಕೆ ಚಾಲನೆ <box>389 678 1425 767</box>
divider <box>378 158 379 662</box>
student-name: ಹರೀಶ್ ಗೌಡ <box>318 1589 411 1608</box>
quote-headline: ಹಿಂದಿನ ರಾಗಿ ಬೆಳೆಯುವ ಕಲ್ಲಿಗಳೆಲ್ಲ ತೊಗರಿ, ಅವರೆ, ಹೆಸರು ಕಾಳುಗಳನ್ನು ಬೆಳೆ ಮಾಡುತ್ತಿದ್ದಾರೆ. <box>630 1114 798 1161</box>
deck-part: ಚಾ.ಬೆಟ್ಟದಲ್ಲಿ ಕಾಮಗಾರಿಗೆ ವಿರೋಧ <box>1148 1422 1384 1445</box>
student-photo <box>318 1616 411 1725</box>
officials-col-2 <box>980 1454 1230 1769</box>
subheading: ನಿರ್ಧಾರವ ದಾರಿಗೆ ತರುತ್ತಾರಾ? <box>1326 159 1432 172</box>
byline: ಪ್ರತಿನಿಧಿ ವರದಿ <box>739 1455 790 1468</box>
